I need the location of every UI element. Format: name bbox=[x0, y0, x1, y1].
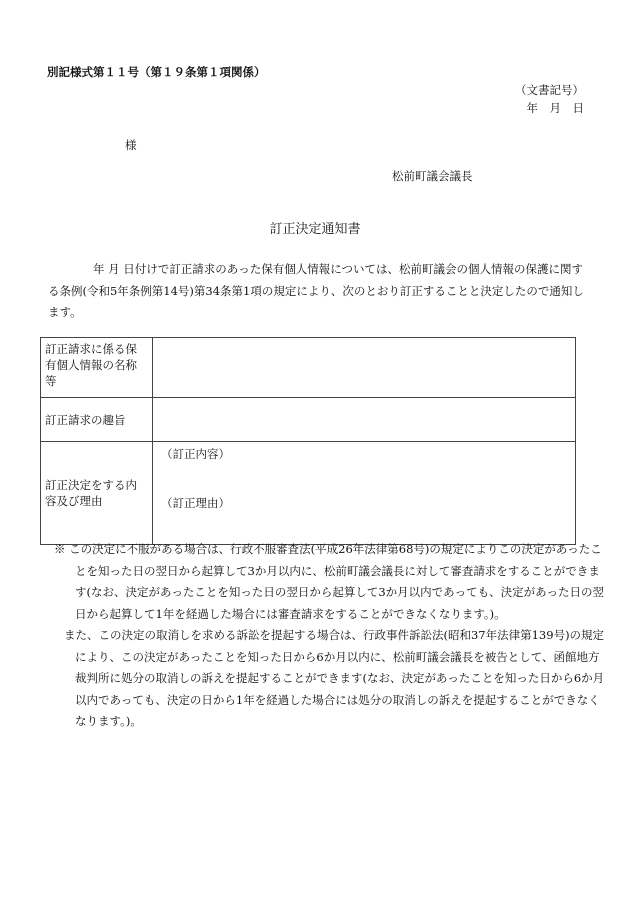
table-label: 訂正請求に係る保有個人情報の名称等 bbox=[41, 338, 153, 398]
recipient: 様 bbox=[125, 138, 137, 152]
sender: 松前町議会議長 bbox=[392, 169, 473, 183]
table-row bbox=[41, 338, 576, 398]
table-value-cell bbox=[153, 442, 576, 545]
info-table bbox=[40, 337, 576, 545]
document-number: （文書記号） bbox=[515, 83, 584, 97]
table-value-cell bbox=[153, 398, 576, 442]
body-paragraph: 年 月 日付けで訂正請求のあった保有個人情報については、松前町議会の個人情報の保護に関する条例(令和5年条例第14号)第34条第1項の規定により、次のとおり訂正することと決定したので通知します。 bbox=[48, 262, 584, 319]
form-number: 別記様式第１１号（第１９条第１項関係） bbox=[47, 65, 266, 79]
table-row bbox=[41, 398, 576, 442]
date-line: 年 月 日 bbox=[526, 101, 584, 115]
correction-reason-label: （訂正理由） bbox=[161, 496, 230, 510]
table-label: 訂正決定をする内容及び理由 bbox=[41, 442, 153, 545]
table-label: 訂正請求の趣旨 bbox=[41, 398, 153, 442]
note-appeal: ※ この決定に不服がある場合は、行政不服審査法(平成26年法律第68号)の規定によりこの決定があったことを知った日の翌日から起算して3か月以内に、松前町議会議長に対して審査請求をすることができます(なお、決定があったことを知った日の翌日から起算して3か月以内であっても、決定があった日の翌日から起算して1年を経過した場合には審査請求をすることができなくなります。)。 bbox=[54, 542, 604, 621]
document-title: 訂正決定通知書 bbox=[269, 222, 361, 237]
table-value-cell bbox=[153, 338, 576, 398]
correction-content-label: （訂正内容） bbox=[161, 447, 230, 461]
note-lawsuit: また、この決定の取消しを求める訴訟を提起する場合は、行政事件訴訟法(昭和37年法律第139号)の規定により、この決定があったことを知った日から6か月以内に、松前町議会議長を被告として、函館地方裁判所に処分の取消しの訴えを提起することができます(なお、決定があったことを知った日から6か月以内であっても、決定の日から1年を経過した場合には処分の取消しの訴えを提起することができなくなります。)。 bbox=[64, 628, 605, 728]
table-row bbox=[41, 442, 576, 545]
